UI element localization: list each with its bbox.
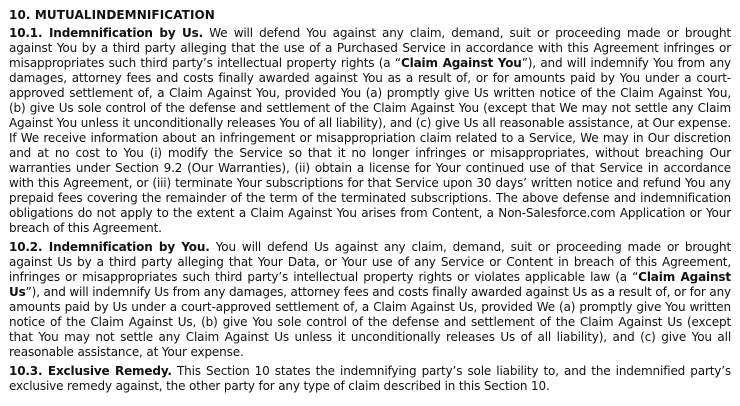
paragraph-title: 10.1. Indemnification by Us. [9, 26, 204, 40]
paragraph-indemnification-by-us [9, 26, 731, 236]
paragraph-text: We will defend You against any claim, demand, suit or proceeding made or brought against You by a third party alleging that the use of a Purchased Service in accordance with this Agreement infringes or misappropriates such third party’s intellectual property rights (a “ [9, 26, 731, 70]
defined-term: Claim Against You [400, 56, 522, 70]
paragraph-text: This Section 10 states the indemnifying party’s sole liability to, and the indemnified party’s exclusive remedy against, the other party for any type of claim described in this Section 10. [9, 364, 732, 393]
paragraph-title: 10.2. Indemnification by You. [9, 240, 210, 254]
paragraph-text: You will defend Us against any claim, demand, suit or proceeding made or brought against Us by a third party alleging that Your Data, or Your use of any Service or Content in breach of this Agreement, infringes or misappropriates such third party’s intellectual property rights or violates applicable law (a “ [9, 240, 732, 284]
section-heading: 10. MUTUALINDEMNIFICATION [9, 8, 215, 22]
paragraph-text: ”), and will indemnify You from any damages, attorney fees and costs finally awarded against You as a result of, or for amounts paid by You under a court-approved settlement of, a Claim Against You, provided You (a) promptly give Us written notice of the Claim Against You, (b) give Us sole control of the defense and settlement of the Claim Against You (except that We may not settle any Claim Against You unless it unconditionally releases You of all liability), and (c) give Us all reasonable assistance, at Our expense. If We receive information about an infringement or misappropriation claim related to a Service, We may in Our discretion and at no cost to You (i) modify the Service so that it no longer infringes or misappropriates, without breaching Our warranties under Section 9.2 (Our Warranties), (ii) obtain a license for Your continued use of that Service in accordance with this Agreement, or (iii) terminate Your subscriptions for that Service upon 30 days’ written notice and refund You any prepaid fees covering the remainder of the term of the terminated subscriptions. The above defense and indemnification obligations do not apply to the extent a Claim Against You arises from Content, a Non-Salesforce.com Application or Your breach of this Agreement. [9, 56, 731, 235]
defined-term: Claim Against Us [9, 270, 731, 299]
paragraph-text: ”), and will indemnify Us from any damages, attorney fees and costs finally awarded against Us as a result of, or for any amounts paid by Us under a court-approved settlement of, a Claim Against Us, provided We (a) promptly give You written notice of the Claim Against Us, (b) give You sole control of the defense and settlement of the Claim Against Us (except that You may not settle any Claim Against Us unless it unconditionally releases Us of all liability), and (c) give You all reasonable assistance, at Your expense. [9, 285, 731, 359]
paragraph-title: 10.3. Exclusive Remedy. [9, 364, 172, 378]
paragraph-indemnification-by-you [9, 240, 731, 360]
paragraph-exclusive-remedy [9, 364, 731, 394]
